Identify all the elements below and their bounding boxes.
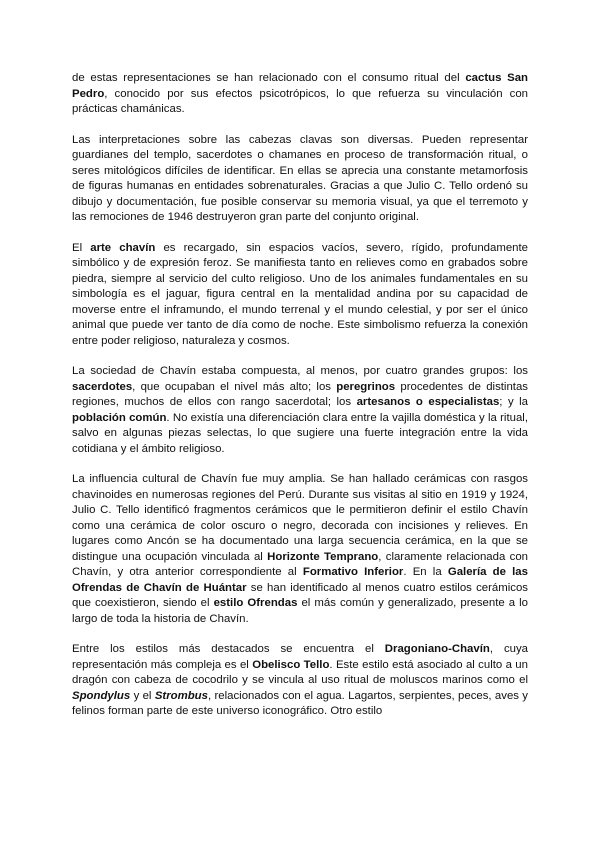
paragraph-cabezas-clavas <box>72 133 528 226</box>
text-run: La sociedad de Chavín estaba compuesta, al menos, por cuatro grandes grupos: los <box>72 365 528 377</box>
text-run: , claramente relacionada con Chavín, y otra anterior correspondiente al <box>72 550 529 578</box>
text-run: y el <box>130 689 155 702</box>
text-run: Entre los estilos más destacados se encuentra el <box>72 643 385 655</box>
text-run: , que ocupaban el nivel más alto; los <box>132 380 337 393</box>
species-name: Spondylus <box>72 689 131 702</box>
text-run: , relacionados con el agua. Lagartos, serpientes, peces, aves y felinos forman parte de este universo iconográfico. Otro estilo <box>72 689 529 717</box>
bold-term: Horizonte Temprano <box>267 550 379 563</box>
bold-italic-term <box>72 690 130 702</box>
text-run: El <box>72 241 91 254</box>
bold-term: cactus San Pedro <box>72 72 528 100</box>
document-page <box>72 71 528 720</box>
bold-term: sacerdotes <box>72 380 133 393</box>
text-run: . En la <box>403 566 448 578</box>
text-run: La influencia cultural de Chavín fue muy amplia. Se han hallado cerámicas con rasgos chavinoides en numerosas regiones del Perú. Durante sus visitas al sitio en 1919 y 1924, Julio C. Tello identificó fragmentos cerámicos que le permitieron definir el estilo Chavín como una cerámica de color oscuro o negro, decorada con incisiones y relieves. En lugares como Ancón se ha documentado una larga secuencia cerámica, en la que se distingue una ocupación vinculada al <box>72 473 528 563</box>
text-run: . Este estilo está asociado al culto a un dragón con cabeza de cocodrilo y se vincula al uso ritual de moluscos marinos como el <box>72 658 528 686</box>
text-run: procedentes de distintas regiones, muchos de ellos con rango sacerdotal; los <box>72 380 528 408</box>
bold-italic-term <box>155 690 208 702</box>
text-run: ; y la <box>499 396 529 408</box>
text-run: , conocido por sus efectos psicotrópicos, lo que refuerza su vinculación con prácticas chamánicas. <box>72 87 528 115</box>
bold-term: arte chavín <box>90 241 156 254</box>
bold-term: peregrinos <box>336 380 396 393</box>
text-run: el más común y generalizado, presente a lo largo de toda la historia de Chavín. <box>72 597 529 625</box>
paragraph-sociedad <box>72 364 528 457</box>
text-run: de estas representaciones se han relacionado con el consumo ritual del <box>72 72 466 84</box>
bold-term: Dragoniano-Chavín <box>384 643 490 655</box>
species-name: Strombus <box>154 689 208 702</box>
paragraph-arte-chavin <box>72 241 528 350</box>
paragraph-cactus <box>72 71 528 118</box>
text-run: . No existía una diferenciación clara entre la vajilla doméstica y la ritual, salvo en algunas piezas selectas, lo que sugiere una fuerte integración entre la vida cotidiana y el ámbito religioso. <box>72 411 528 455</box>
paragraph-influencia <box>72 472 528 627</box>
text-run: se han identificado al menos cuatro estilos cerámicos que coexistieron, siendo el <box>72 581 528 609</box>
bold-term: Galería de las Ofrendas de Chavín de Huántar <box>72 566 528 594</box>
bold-term: Formativo Inferior <box>302 566 404 578</box>
text-run: es recargado, sin espacios vacíos, severo, rígido, profundamente simbólico y de expresión feroz. Se manifiesta tanto en relieves como en grabados sobre piedra, siempre al servicio del culto religioso. Uno de los animales fundamentales en su simbología es el jaguar, figura central en la mentalidad andina por su capacidad de moverse entre el inframundo, el mundo terrenal y el mundo celestial, y por ser el único animal que puede ver tanto de día como de noche. Este simbolismo refuerza la conexión entre poder religioso, naturaleza y cosmos. <box>72 241 529 347</box>
text-run: Las interpretaciones sobre las cabezas clavas son diversas. Pueden representar guardianes del templo, sacerdotes o chamanes en proceso de transformación ritual, o seres mitológicos difíciles de identificar. En ellas se aprecia una constante metamorfosis de figuras humanas en entidades sobrenaturales. Gracias a que Julio C. Tello ordenó su dibujo y documentación, fue posible conservar su memoria visual, ya que el terremoto y las remociones de 1946 destruyeron gran parte del conjunto original. <box>72 133 528 223</box>
bold-term: Obelisco Tello <box>252 658 330 671</box>
paragraph-dragoniano <box>72 642 528 720</box>
bold-term: artesanos o especialistas <box>356 396 500 408</box>
text-run: , cuya representación más compleja es el <box>72 643 529 671</box>
bold-term: estilo Ofrendas <box>213 597 298 609</box>
bold-term: población común <box>72 411 167 424</box>
